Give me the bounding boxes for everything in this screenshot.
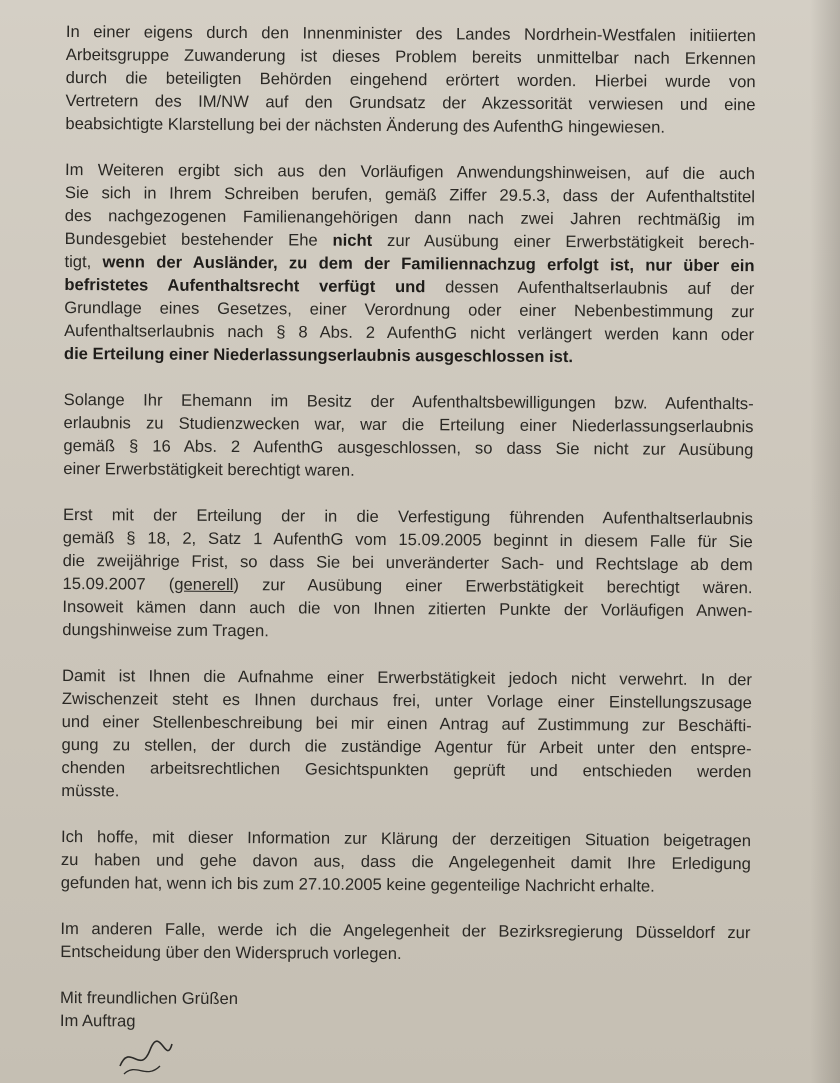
text-line: Arbeitsgruppe Zuwanderung ist dieses Problem bereits unmittelbar nach Erkennen bbox=[65, 44, 756, 69]
paragraph-husband-status bbox=[63, 388, 754, 484]
text-line: zu haben und gehe davon aus, dass die Angelegenheit damit Ihre Erledigung bbox=[60, 849, 751, 874]
bold-text: befristetes Aufenthaltsrecht verfügt und bbox=[64, 274, 426, 297]
letter-body bbox=[60, 20, 756, 1036]
text-line: Zwischenzeit steht es Ihnen durchaus frei, unter Vorlage einer Einstellungszusage bbox=[61, 688, 752, 713]
signature-scribble bbox=[116, 1036, 176, 1080]
bold-text: wenn der Ausländer, zu dem der Familiennachzug erfolgt ist, nur über ein bbox=[102, 252, 755, 276]
text-line: gung zu stellen, der durch die zuständige Agentur für Arbeit unter den entspre- bbox=[61, 734, 752, 759]
text-line bbox=[64, 342, 754, 369]
paragraph-two-year-period bbox=[62, 503, 753, 645]
text-line: In einer eigens durch den Innenminister des Landes Nordrhein-Westfalen initiierten bbox=[65, 21, 756, 46]
text-line: chenden arbeitsrechtlichen Gesichtspunkten geprüft und entschieden werden bbox=[61, 757, 752, 782]
text-line: Grundlage eines Gesetzes, einer Verordnung oder einer Nebenbestimmung zur bbox=[64, 297, 755, 322]
text-run: ) zur Ausübung einer Erwerbstätigkeit berechtigt wären. bbox=[233, 575, 753, 598]
text-line: beabsichtigte Klarstellung bei der nächsten Änderung des AufenthG hingewiesen. bbox=[65, 113, 666, 137]
text-line: Erst mit der Erteilung der in die Verfestigung führenden Aufenthaltserlaubnis bbox=[62, 504, 754, 529]
text-line: müsste. bbox=[61, 780, 120, 801]
text-line: Insoweit kämen dann auch die von Ihnen zitierten Punkte der Vorläufigen Anwen- bbox=[62, 596, 753, 621]
underlined-text: generell bbox=[174, 574, 234, 595]
text-line: Ich hoffe, mit dieser Information zur Klärung der derzeitigen Situation beigetragen bbox=[60, 826, 752, 851]
text-line: Vertretern des IM/NW auf den Grundsatz der Akzessorität verwiesen und eine bbox=[65, 90, 756, 115]
text-line: dungshinweise zum Tragen. bbox=[62, 619, 269, 641]
text-run: zur Ausübung einer Erwerbstätigkeit berech- bbox=[372, 230, 755, 253]
text-line: die zweijährige Frist, so dass Sie bei unveränderter Sach- und Rechtslage ab dem bbox=[62, 550, 753, 575]
text-line: des nachgezogenen Familienangehörigen dann nach zwei Jahren rechtmäßig im bbox=[64, 205, 755, 230]
closing-block bbox=[60, 986, 750, 1036]
text-line: einer Erwerbstätigkeit berechtigt waren. bbox=[63, 458, 355, 480]
page-edge-shadow bbox=[810, 0, 840, 1083]
paragraph-employment-permit bbox=[61, 664, 752, 806]
text-line: Damit ist Ihnen die Aufnahme einer Erwerbstätigkeit jedoch nicht verwehrt. In der bbox=[61, 665, 753, 690]
text-line: erlaubnis zu Studienzwecken war, war die Erteilung einer Niederlassungserlaubnis bbox=[63, 412, 754, 437]
paragraph-working-group bbox=[65, 20, 756, 139]
text-line: gemäß § 16 Abs. 2 AufenthG ausgeschlossen, so dass Sie nicht zur Ausübung bbox=[63, 435, 754, 460]
closing-signoff: Im Auftrag bbox=[59, 1010, 136, 1031]
text-line: durch die beteiligten Behörden eingehend erörtert worden. Hierbei wurde von bbox=[65, 67, 756, 92]
text-line: Aufenthaltserlaubnis nach § 8 Abs. 2 AufenthG nicht verlängert werden kann oder bbox=[64, 320, 755, 345]
text-run: tigt, bbox=[64, 251, 103, 272]
paragraph-otherwise bbox=[60, 917, 750, 967]
text-line: Entscheidung über den Widerspruch vorlegen. bbox=[60, 941, 402, 964]
text-run: 15.09.2007 ( bbox=[62, 573, 175, 594]
closing-greeting: Mit freundlichen Grüßen bbox=[59, 987, 239, 1009]
bold-text: nicht bbox=[332, 230, 373, 250]
paragraph-application-notes bbox=[64, 158, 755, 369]
text-line: Im Weiteren ergibt sich aus den Vorläufigen Anwendungshinweisen, auf die auch bbox=[65, 159, 756, 184]
text-line: Im anderen Falle, werde ich die Angelegenheit der Bezirksregierung Düsseldorf zur bbox=[60, 918, 751, 943]
text-line: und einer Stellenbeschreibung bei mir einen Antrag auf Zustimmung zur Beschäfti- bbox=[61, 711, 752, 736]
text-line: gemäß § 18, 2, Satz 1 AufenthG vom 15.09.2005 beginnt in diesem Falle für Sie bbox=[62, 527, 753, 552]
text-run: Bundesgebiet bestehender Ehe bbox=[64, 228, 333, 250]
text-run: dessen Aufenthaltserlaubnis auf der bbox=[425, 277, 755, 299]
text-line: gefunden hat, wenn ich bis zum 27.10.2005 keine gegenteilige Nachricht erhalte. bbox=[60, 872, 655, 896]
bold-text: die Erteilung einer Niederlassungserlaubnis ausgeschlossen ist. bbox=[63, 343, 574, 367]
text-line: Solange Ihr Ehemann im Besitz der Aufenthaltsbewilligungen bzw. Aufenthalts- bbox=[63, 389, 754, 414]
paragraph-deadline bbox=[61, 825, 751, 898]
text-line: Sie sich in Ihrem Schreiben berufen, gemäß Ziffer 29.5.3, dass der Aufenthaltstitel bbox=[64, 182, 755, 207]
